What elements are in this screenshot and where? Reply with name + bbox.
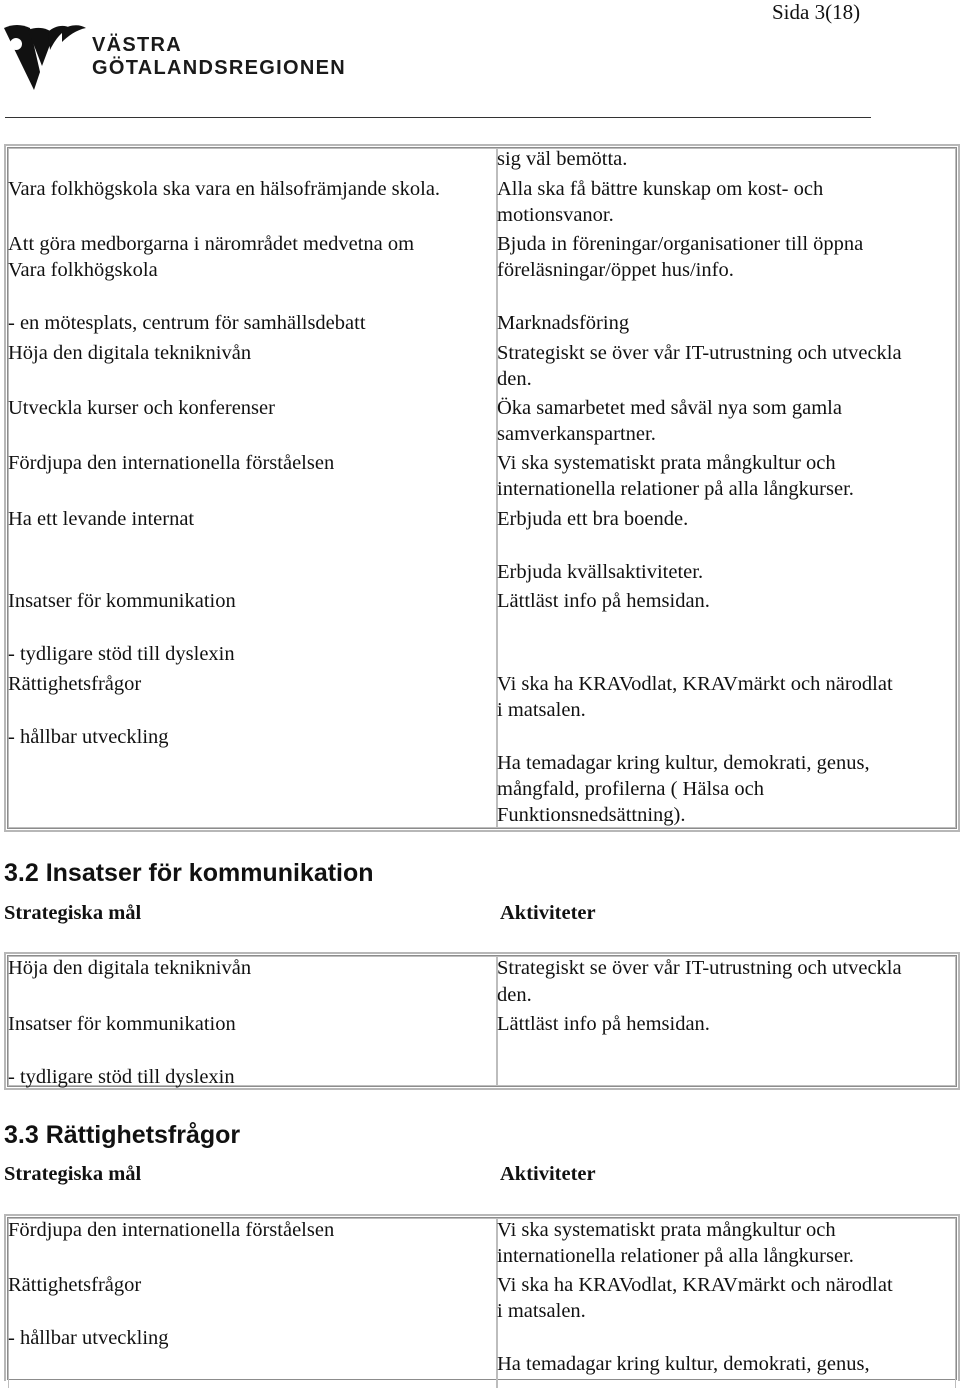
header-divider	[5, 117, 871, 118]
table-cell-text: den.	[497, 368, 532, 390]
table-cell-text: Ha temadagar kring kultur, demokrati, genus,	[497, 752, 870, 774]
table-cell-text: Lättläst info på hemsidan.	[497, 1013, 710, 1035]
table-cell-text: Öka samarbetet med såväl nya som gamla	[497, 397, 842, 419]
table-cell-text: Erbjuda kvällsaktiviteter.	[497, 561, 704, 583]
table-cell-text: - tydligare stöd till dyslexin	[8, 643, 235, 665]
logo-line-1: VÄSTRA	[92, 34, 183, 56]
table-cell-text: i matsalen.	[497, 1300, 586, 1322]
table-cell-text: Rättighetsfrågor	[8, 1274, 142, 1296]
table-cell-text: - en mötesplats, centrum för samhällsdebatt	[8, 312, 366, 334]
table-cell-text: - tydligare stöd till dyslexin	[8, 1066, 235, 1088]
table-cell-text: Lättläst info på hemsidan.	[497, 590, 710, 612]
table-cell-text: motionsvanor.	[497, 204, 614, 226]
table-cell-text: - hållbar utveckling	[8, 726, 169, 748]
table-cell-text: Vara folkhögskola ska vara en hälsofrämjande skola.	[8, 178, 441, 200]
table-cell-text: i matsalen.	[497, 699, 586, 721]
table-cell-text: Vi ska ha KRAVodlat, KRAVmärkt och närodlat	[497, 673, 893, 695]
logo-emblem-icon	[4, 22, 88, 96]
table-cell-text: Rättighetsfrågor	[8, 673, 142, 695]
column-header-activities: Aktiviteter	[500, 902, 596, 924]
page-number: Sida 3(18)	[772, 0, 861, 24]
table-cell-text: Erbjuda ett bra boende.	[497, 508, 689, 530]
table-cell-text: Vi ska systematiskt prata mångkultur och	[497, 452, 836, 474]
table-cell-text: Vara folkhögskola	[8, 259, 158, 281]
table-cell-text: - hållbar utveckling	[8, 1327, 169, 1349]
table-cell-text: Strategiskt se över vår IT-utrustning och utveckla	[497, 342, 902, 364]
table-cell-text: Vi ska systematiskt prata mångkultur och	[497, 1219, 836, 1241]
table-cell-text: Strategiskt se över vår IT-utrustning och utveckla	[497, 957, 902, 979]
table-cell-text: internationella relationer på alla långkurser.	[497, 1245, 854, 1267]
section-heading: 3.2 Insatser för kommunikation	[4, 859, 374, 887]
table-cell-text: Fördjupa den internationella förståelsen	[8, 452, 335, 474]
left-column-cell	[8, 1218, 497, 1388]
table-cell-text: Höja den digitala tekniknivån	[8, 342, 252, 364]
table-cell-text: sig väl bemötta.	[497, 148, 628, 170]
column-header-activities: Aktiviteter	[500, 1163, 596, 1185]
table-cell-text: internationella relationer på alla långkurser.	[497, 478, 854, 500]
table-cell-text: föreläsningar/öppet hus/info.	[497, 259, 734, 281]
section-heading: 3.3 Rättighetsfrågor	[4, 1121, 241, 1149]
table-cell-text: Alla ska få bättre kunskap om kost- och	[497, 178, 824, 200]
column-header-strategic-goals: Strategiska mål	[4, 1163, 142, 1185]
table-cell-text: Marknadsföring	[497, 312, 630, 334]
column-header-strategic-goals: Strategiska mål	[4, 902, 142, 924]
table-cell-text: Ha ett levande internat	[8, 508, 195, 530]
table-cell-text: Vi ska ha KRAVodlat, KRAVmärkt och närodlat	[497, 1274, 893, 1296]
table-cell-text: den.	[497, 984, 532, 1006]
table-cell-text: Insatser för kommunikation	[8, 590, 236, 612]
table-cell-text: Höja den digitala tekniknivån	[8, 957, 252, 979]
vastra-gotalandsregionen-logo	[4, 22, 350, 96]
table-cell-text: Bjuda in föreningar/organisationer till öppna	[497, 233, 864, 255]
table-cell-text: Ha temadagar kring kultur, demokrati, genus,	[497, 1353, 870, 1375]
logo-text	[92, 34, 346, 80]
table-cell-text: Funktionsnedsättning).	[497, 804, 686, 826]
table-cell-text: Utveckla kurser och konferenser	[8, 397, 275, 419]
table-cell-text: mångfald, profilerna ( Hälsa och	[497, 778, 764, 800]
table-cell-text: Fördjupa den internationella förståelsen	[8, 1219, 335, 1241]
table-cell-text: samverkanspartner.	[497, 423, 656, 445]
table-cell-text: Insatser för kommunikation	[8, 1013, 236, 1035]
logo-line-2: GÖTALANDSREGIONEN	[92, 57, 346, 79]
table-cell-text: Att göra medborgarna i närområdet medvetna om	[8, 233, 415, 255]
